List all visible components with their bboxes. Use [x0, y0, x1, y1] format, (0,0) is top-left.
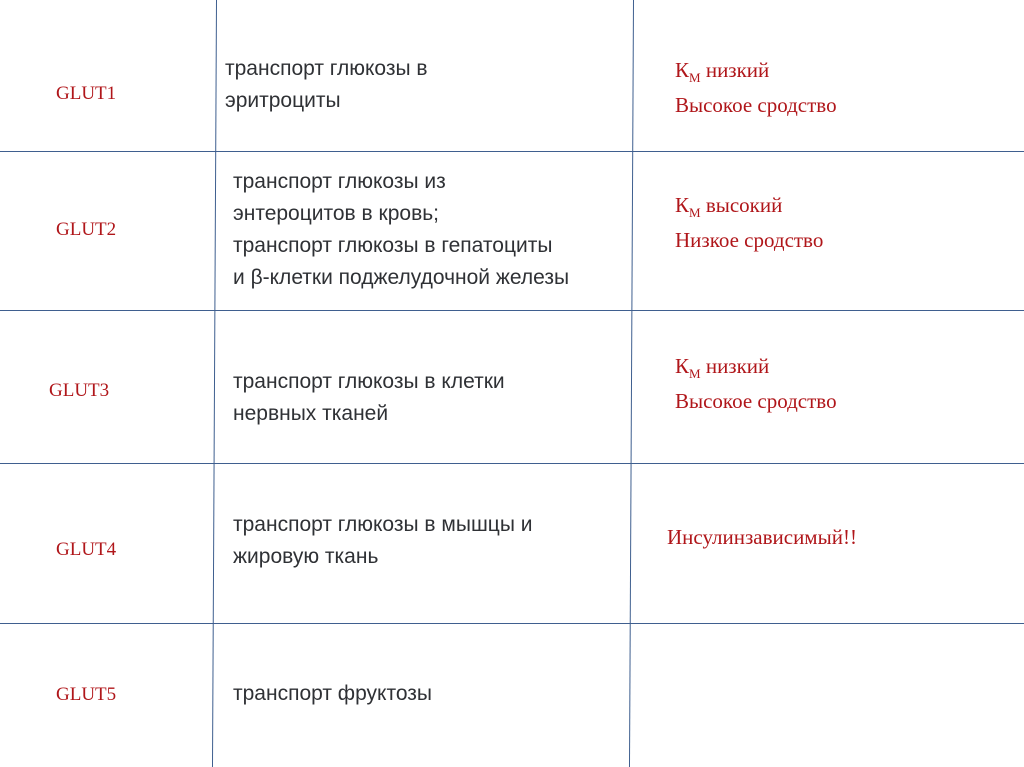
property — [675, 350, 837, 417]
gene-name: GLUT2 — [56, 219, 117, 240]
gene-name: GLUT5 — [56, 684, 117, 705]
property — [675, 54, 837, 121]
description — [225, 53, 428, 117]
column-divider-2 — [629, 0, 634, 767]
description — [233, 509, 532, 573]
km-value: $К_М$ низкий — [675, 354, 770, 381]
row-divider-3 — [0, 463, 1024, 464]
description — [233, 166, 569, 294]
property — [667, 521, 857, 553]
km-value: $К_М$ низкий — [675, 58, 770, 85]
description-line: энтероцитов в кровь; — [233, 202, 440, 225]
description-line: транспорт глюкозы в гепатоциты — [233, 234, 553, 257]
description-line: транспорт глюкозы в мышцы и — [233, 513, 533, 536]
affinity: Высокое сродство — [675, 93, 837, 117]
row-divider-1 — [0, 151, 1024, 152]
description-line: транспорт глюкозы из — [233, 170, 446, 193]
description-line: транспорт фруктозы — [233, 682, 432, 705]
row-divider-4 — [0, 623, 1024, 624]
description-line: и β-клетки поджелудочной железы — [233, 266, 570, 289]
property — [675, 189, 823, 256]
gene-name: GLUT3 — [49, 380, 110, 401]
affinity: Низкое сродство — [675, 228, 824, 252]
description — [233, 366, 505, 430]
description-line: эритроциты — [225, 89, 341, 112]
column-divider-1 — [212, 0, 217, 767]
km-value: $К_М$ высокий — [675, 193, 783, 220]
description-line: транспорт глюкозы в — [225, 57, 428, 80]
insulin-dependence: Инсулинзависимый!! — [667, 525, 857, 549]
description-line: транспорт глюкозы в клетки — [233, 370, 505, 393]
affinity: Высокое сродство — [675, 389, 837, 413]
row-divider-2 — [0, 310, 1024, 311]
description-line: жировую ткань — [233, 545, 379, 568]
gene-name: GLUT4 — [56, 539, 117, 560]
gene-name: GLUT1 — [56, 83, 117, 104]
description — [233, 678, 432, 710]
description-line: нервных тканей — [233, 402, 389, 425]
